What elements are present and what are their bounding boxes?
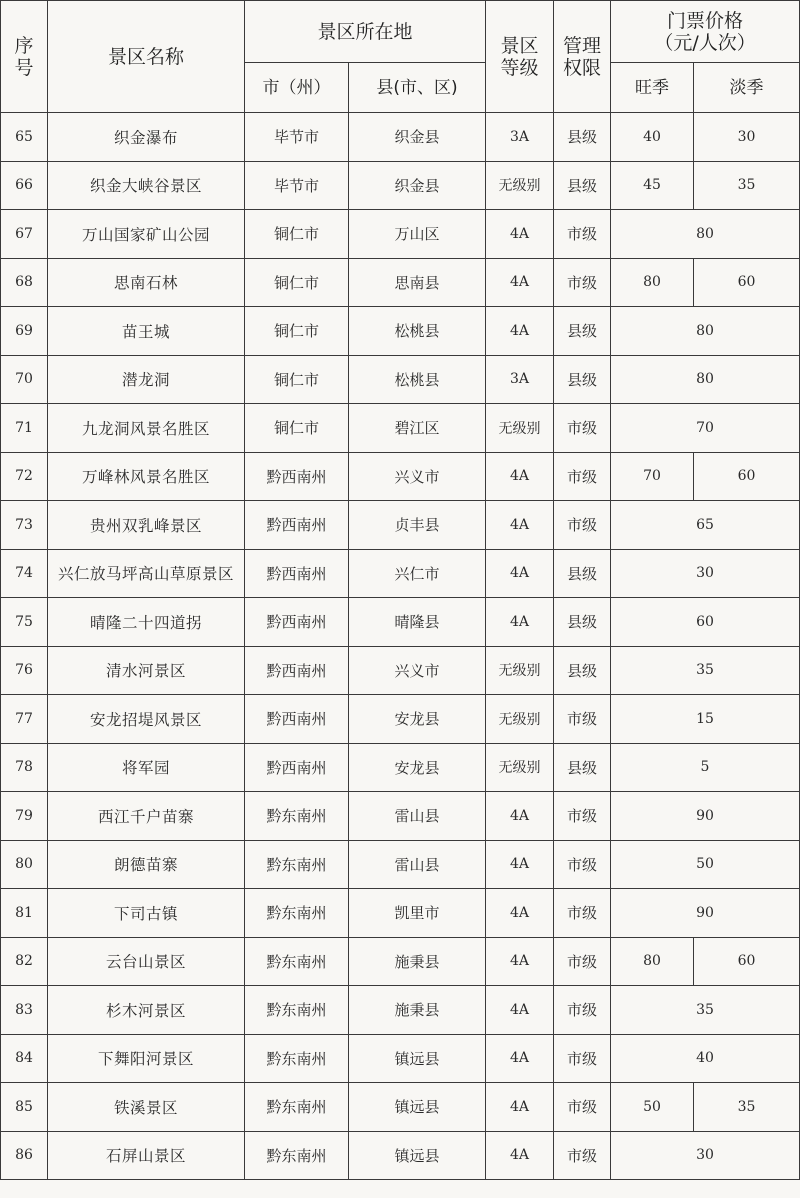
cell-county: 安龙县	[349, 695, 486, 744]
cell-authority: 市级	[554, 937, 611, 986]
cell-seq: 74	[1, 549, 48, 598]
cell-authority: 县级	[554, 646, 611, 695]
cell-name: 石屏山景区	[48, 1131, 245, 1180]
cell-seq: 68	[1, 258, 48, 307]
cell-off-price: 35	[694, 1083, 800, 1132]
cell-level: 4A	[486, 210, 554, 259]
cell-seq: 67	[1, 210, 48, 259]
cell-name: 思南石林	[48, 258, 245, 307]
cell-off-price: 60	[694, 937, 800, 986]
cell-city: 铜仁市	[245, 210, 349, 259]
cell-authority: 市级	[554, 986, 611, 1035]
cell-level: 无级别	[486, 161, 554, 210]
cell-level: 4A	[486, 549, 554, 598]
cell-authority: 市级	[554, 1083, 611, 1132]
table-header	[1, 1, 800, 113]
cell-seq: 83	[1, 986, 48, 1035]
cell-level: 4A	[486, 1034, 554, 1083]
table-row	[1, 598, 800, 647]
cell-city: 铜仁市	[245, 307, 349, 356]
cell-name: 下舞阳河景区	[48, 1034, 245, 1083]
cell-name: 晴隆二十四道拐	[48, 598, 245, 647]
cell-authority: 市级	[554, 1131, 611, 1180]
cell-price: 70	[611, 404, 800, 453]
table-row	[1, 889, 800, 938]
table-row	[1, 549, 800, 598]
cell-county: 雷山县	[349, 840, 486, 889]
table-row	[1, 792, 800, 841]
cell-level: 4A	[486, 501, 554, 550]
cell-authority: 市级	[554, 501, 611, 550]
cell-name: 清水河景区	[48, 646, 245, 695]
cell-peak-price: 70	[611, 452, 694, 501]
cell-off-price: 60	[694, 452, 800, 501]
cell-city: 黔东南州	[245, 1083, 349, 1132]
cell-seq: 77	[1, 695, 48, 744]
cell-level: 无级别	[486, 743, 554, 792]
table-row	[1, 1034, 800, 1083]
cell-name: 下司古镇	[48, 889, 245, 938]
cell-level: 3A	[486, 355, 554, 404]
cell-price: 90	[611, 889, 800, 938]
cell-city: 黔西南州	[245, 598, 349, 647]
cell-name: 潜龙洞	[48, 355, 245, 404]
table-row	[1, 258, 800, 307]
cell-name: 安龙招堤风景区	[48, 695, 245, 744]
cell-level: 4A	[486, 1083, 554, 1132]
cell-authority: 县级	[554, 161, 611, 210]
cell-level: 4A	[486, 258, 554, 307]
cell-authority: 县级	[554, 307, 611, 356]
cell-authority: 市级	[554, 452, 611, 501]
cell-authority: 市级	[554, 258, 611, 307]
cell-county: 思南县	[349, 258, 486, 307]
table-row	[1, 986, 800, 1035]
cell-city: 黔西南州	[245, 743, 349, 792]
cell-price: 80	[611, 210, 800, 259]
cell-city: 黔东南州	[245, 889, 349, 938]
cell-name: 杉木河景区	[48, 986, 245, 1035]
cell-name: 九龙洞风景名胜区	[48, 404, 245, 453]
cell-price: 30	[611, 1131, 800, 1180]
cell-city: 铜仁市	[245, 404, 349, 453]
cell-seq: 72	[1, 452, 48, 501]
cell-level: 无级别	[486, 695, 554, 744]
table-row	[1, 937, 800, 986]
table-body	[1, 113, 800, 1180]
table-row	[1, 840, 800, 889]
cell-level: 无级别	[486, 646, 554, 695]
cell-level: 3A	[486, 113, 554, 162]
header-level: 景区 等级	[486, 1, 554, 113]
cell-city: 黔东南州	[245, 937, 349, 986]
header-county: 县(市、区)	[349, 63, 486, 113]
cell-level: 4A	[486, 840, 554, 889]
cell-price: 5	[611, 743, 800, 792]
cell-county: 雷山县	[349, 792, 486, 841]
cell-level: 4A	[486, 937, 554, 986]
cell-county: 凯里市	[349, 889, 486, 938]
cell-county: 安龙县	[349, 743, 486, 792]
cell-price: 50	[611, 840, 800, 889]
cell-county: 镇远县	[349, 1131, 486, 1180]
table-row	[1, 646, 800, 695]
cell-name: 织金大峡谷景区	[48, 161, 245, 210]
cell-level: 4A	[486, 986, 554, 1035]
header-authority: 管理 权限	[554, 1, 611, 113]
cell-seq: 75	[1, 598, 48, 647]
cell-county: 镇远县	[349, 1034, 486, 1083]
cell-seq: 71	[1, 404, 48, 453]
cell-city: 铜仁市	[245, 355, 349, 404]
cell-authority: 市级	[554, 1034, 611, 1083]
cell-county: 织金县	[349, 161, 486, 210]
table-row	[1, 113, 800, 162]
cell-peak-price: 45	[611, 161, 694, 210]
cell-city: 黔东南州	[245, 986, 349, 1035]
cell-seq: 81	[1, 889, 48, 938]
cell-level: 4A	[486, 598, 554, 647]
cell-authority: 县级	[554, 549, 611, 598]
cell-city: 黔西南州	[245, 452, 349, 501]
cell-city: 黔西南州	[245, 646, 349, 695]
cell-peak-price: 80	[611, 937, 694, 986]
cell-price: 35	[611, 986, 800, 1035]
cell-price: 30	[611, 549, 800, 598]
cell-peak-price: 80	[611, 258, 694, 307]
cell-city: 黔西南州	[245, 549, 349, 598]
table-row	[1, 307, 800, 356]
cell-seq: 86	[1, 1131, 48, 1180]
cell-price: 15	[611, 695, 800, 744]
cell-authority: 市级	[554, 695, 611, 744]
cell-name: 贵州双乳峰景区	[48, 501, 245, 550]
header-seq: 序 号	[1, 1, 48, 113]
cell-city: 毕节市	[245, 113, 349, 162]
cell-seq: 70	[1, 355, 48, 404]
cell-county: 万山区	[349, 210, 486, 259]
cell-level: 4A	[486, 452, 554, 501]
cell-city: 黔东南州	[245, 792, 349, 841]
cell-seq: 76	[1, 646, 48, 695]
table-row	[1, 161, 800, 210]
cell-name: 苗王城	[48, 307, 245, 356]
table-row	[1, 695, 800, 744]
cell-name: 西江千户苗寨	[48, 792, 245, 841]
cell-county: 织金县	[349, 113, 486, 162]
table-row	[1, 743, 800, 792]
cell-name: 织金瀑布	[48, 113, 245, 162]
cell-county: 松桃县	[349, 307, 486, 356]
table-row	[1, 501, 800, 550]
cell-price: 60	[611, 598, 800, 647]
header-peak: 旺季	[611, 63, 694, 113]
cell-price: 80	[611, 355, 800, 404]
cell-seq: 82	[1, 937, 48, 986]
cell-name: 朗德苗寨	[48, 840, 245, 889]
cell-county: 兴义市	[349, 452, 486, 501]
cell-level: 4A	[486, 792, 554, 841]
table-row	[1, 1131, 800, 1180]
table-row	[1, 210, 800, 259]
cell-level: 4A	[486, 889, 554, 938]
cell-county: 施秉县	[349, 986, 486, 1035]
cell-price: 40	[611, 1034, 800, 1083]
cell-name: 万峰林风景名胜区	[48, 452, 245, 501]
cell-name: 将军园	[48, 743, 245, 792]
cell-off-price: 35	[694, 161, 800, 210]
cell-off-price: 30	[694, 113, 800, 162]
cell-seq: 66	[1, 161, 48, 210]
cell-city: 黔东南州	[245, 1131, 349, 1180]
cell-level: 4A	[486, 307, 554, 356]
cell-seq: 65	[1, 113, 48, 162]
cell-seq: 84	[1, 1034, 48, 1083]
cell-county: 镇远县	[349, 1083, 486, 1132]
cell-authority: 市级	[554, 889, 611, 938]
cell-authority: 县级	[554, 743, 611, 792]
cell-seq: 78	[1, 743, 48, 792]
cell-peak-price: 40	[611, 113, 694, 162]
cell-county: 兴仁市	[349, 549, 486, 598]
header-city: 市（州）	[245, 63, 349, 113]
cell-authority: 县级	[554, 598, 611, 647]
cell-city: 铜仁市	[245, 258, 349, 307]
header-name: 景区名称	[48, 1, 245, 113]
cell-name: 铁溪景区	[48, 1083, 245, 1132]
cell-county: 松桃县	[349, 355, 486, 404]
cell-seq: 73	[1, 501, 48, 550]
header-off: 淡季	[694, 63, 800, 113]
table-row	[1, 452, 800, 501]
cell-name: 云台山景区	[48, 937, 245, 986]
cell-county: 贞丰县	[349, 501, 486, 550]
cell-price: 65	[611, 501, 800, 550]
cell-off-price: 60	[694, 258, 800, 307]
cell-authority: 市级	[554, 404, 611, 453]
cell-seq: 80	[1, 840, 48, 889]
cell-price: 80	[611, 307, 800, 356]
cell-county: 施秉县	[349, 937, 486, 986]
cell-city: 黔西南州	[245, 695, 349, 744]
cell-name: 万山国家矿山公园	[48, 210, 245, 259]
cell-level: 4A	[486, 1131, 554, 1180]
cell-city: 黔东南州	[245, 840, 349, 889]
cell-authority: 县级	[554, 113, 611, 162]
cell-name: 兴仁放马坪高山草原景区	[48, 549, 245, 598]
cell-county: 兴义市	[349, 646, 486, 695]
cell-level: 无级别	[486, 404, 554, 453]
cell-authority: 市级	[554, 210, 611, 259]
table-row	[1, 1083, 800, 1132]
cell-seq: 69	[1, 307, 48, 356]
header-location: 景区所在地	[245, 1, 486, 63]
cell-city: 毕节市	[245, 161, 349, 210]
cell-county: 晴隆县	[349, 598, 486, 647]
cell-authority: 市级	[554, 792, 611, 841]
cell-price: 90	[611, 792, 800, 841]
cell-city: 黔西南州	[245, 501, 349, 550]
table-row	[1, 355, 800, 404]
cell-authority: 市级	[554, 840, 611, 889]
cell-price: 35	[611, 646, 800, 695]
cell-authority: 县级	[554, 355, 611, 404]
cell-seq: 85	[1, 1083, 48, 1132]
cell-peak-price: 50	[611, 1083, 694, 1132]
table-row	[1, 404, 800, 453]
header-price: 门票价格 （元/人次）	[611, 1, 800, 63]
cell-county: 碧江区	[349, 404, 486, 453]
cell-seq: 79	[1, 792, 48, 841]
cell-city: 黔东南州	[245, 1034, 349, 1083]
